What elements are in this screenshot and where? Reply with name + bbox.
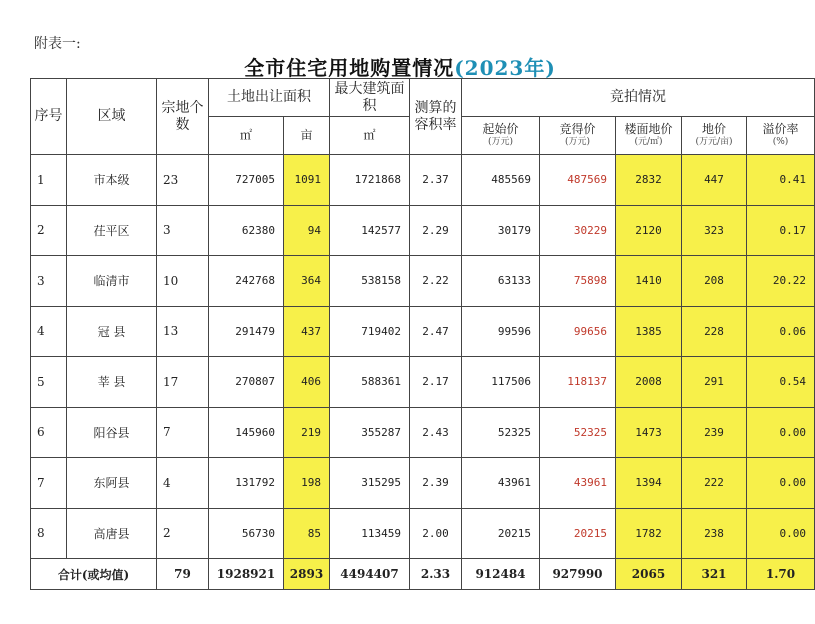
cell-land-price: 238 xyxy=(682,508,747,559)
cell-region: 市本级 xyxy=(67,155,157,206)
cell-floor-price: 1782 xyxy=(616,508,682,559)
cell-region: 东阿县 xyxy=(67,458,157,509)
cell-build-area: 719402 xyxy=(330,306,410,357)
header-land-price: 地价 (万元/亩) xyxy=(682,117,747,155)
cell-land-price: 239 xyxy=(682,407,747,458)
cell-seq: 2 xyxy=(31,205,67,256)
cell-region: 冠 县 xyxy=(67,306,157,357)
cell-area-mu: 219 xyxy=(284,407,330,458)
header-auction: 竞拍情况 xyxy=(462,79,815,117)
total-winning-price: 927990 xyxy=(540,559,616,590)
cell-parcels: 13 xyxy=(157,306,209,357)
cell-start-price: 117506 xyxy=(462,357,540,408)
cell-parcels: 17 xyxy=(157,357,209,408)
cell-area-m2: 131792 xyxy=(209,458,284,509)
table-row xyxy=(31,357,815,408)
title-main: 全市住宅用地购置情况 xyxy=(244,56,455,80)
cell-far: 2.29 xyxy=(410,205,462,256)
cell-premium-rate: 0.00 xyxy=(747,458,815,509)
cell-far: 2.17 xyxy=(410,357,462,408)
cell-floor-price: 2008 xyxy=(616,357,682,408)
header-premium-rate: 溢价率 (%) xyxy=(747,117,815,155)
cell-region: 茌平区 xyxy=(67,205,157,256)
cell-winning-price: 118137 xyxy=(540,357,616,408)
cell-far: 2.47 xyxy=(410,306,462,357)
cell-region: 临清市 xyxy=(67,256,157,307)
cell-parcels: 10 xyxy=(157,256,209,307)
cell-parcels: 7 xyxy=(157,407,209,458)
cell-area-mu: 437 xyxy=(284,306,330,357)
cell-parcels: 3 xyxy=(157,205,209,256)
cell-floor-price: 1385 xyxy=(616,306,682,357)
total-area-mu: 2893 xyxy=(284,559,330,590)
total-start-price: 912484 xyxy=(462,559,540,590)
cell-seq: 7 xyxy=(31,458,67,509)
title-year: (2023年) xyxy=(454,56,556,80)
total-build-area: 4494407 xyxy=(330,559,410,590)
total-floor-price: 2065 xyxy=(616,559,682,590)
cell-area-mu: 1091 xyxy=(284,155,330,206)
cell-winning-price: 20215 xyxy=(540,508,616,559)
cell-seq: 6 xyxy=(31,407,67,458)
cell-start-price: 30179 xyxy=(462,205,540,256)
cell-premium-rate: 20.22 xyxy=(747,256,815,307)
cell-seq: 1 xyxy=(31,155,67,206)
total-area-m2: 1928921 xyxy=(209,559,284,590)
cell-seq: 3 xyxy=(31,256,67,307)
cell-build-area: 355287 xyxy=(330,407,410,458)
cell-region: 莘 县 xyxy=(67,357,157,408)
cell-area-mu: 364 xyxy=(284,256,330,307)
cell-region: 阳谷县 xyxy=(67,407,157,458)
land-purchase-table xyxy=(30,78,815,590)
header-seq: 序号 xyxy=(31,79,67,155)
cell-land-price: 323 xyxy=(682,205,747,256)
table-row xyxy=(31,508,815,559)
cell-winning-price: 43961 xyxy=(540,458,616,509)
cell-build-area: 538158 xyxy=(330,256,410,307)
cell-parcels: 2 xyxy=(157,508,209,559)
appendix-label: 附表一: xyxy=(34,36,81,52)
total-row xyxy=(31,559,815,590)
cell-far: 2.37 xyxy=(410,155,462,206)
total-premium-rate: 1.70 xyxy=(747,559,815,590)
table-row xyxy=(31,306,815,357)
header-max-build-area: 最大建筑面积 xyxy=(330,79,410,117)
cell-area-mu: 85 xyxy=(284,508,330,559)
header-parcels: 宗地个数 xyxy=(157,79,209,155)
header-land-area-m2: ㎡ xyxy=(209,117,284,155)
header-land-area-mu: 亩 xyxy=(284,117,330,155)
cell-winning-price: 75898 xyxy=(540,256,616,307)
total-far: 2.33 xyxy=(410,559,462,590)
cell-area-mu: 94 xyxy=(284,205,330,256)
cell-land-price: 447 xyxy=(682,155,747,206)
cell-floor-price: 2832 xyxy=(616,155,682,206)
cell-area-m2: 242768 xyxy=(209,256,284,307)
cell-area-m2: 727005 xyxy=(209,155,284,206)
header-floor-price: 楼面地价 (元/㎡) xyxy=(616,117,682,155)
cell-far: 2.00 xyxy=(410,508,462,559)
header-winning-price: 竞得价 (万元) xyxy=(540,117,616,155)
cell-premium-rate: 0.00 xyxy=(747,508,815,559)
cell-premium-rate: 0.17 xyxy=(747,205,815,256)
cell-area-m2: 62380 xyxy=(209,205,284,256)
cell-parcels: 23 xyxy=(157,155,209,206)
cell-seq: 4 xyxy=(31,306,67,357)
total-land-price: 321 xyxy=(682,559,747,590)
cell-start-price: 485569 xyxy=(462,155,540,206)
cell-seq: 5 xyxy=(31,357,67,408)
cell-floor-price: 1410 xyxy=(616,256,682,307)
page-title xyxy=(0,52,800,81)
cell-premium-rate: 0.06 xyxy=(747,306,815,357)
cell-area-mu: 198 xyxy=(284,458,330,509)
cell-far: 2.39 xyxy=(410,458,462,509)
cell-far: 2.22 xyxy=(410,256,462,307)
cell-premium-rate: 0.41 xyxy=(747,155,815,206)
cell-winning-price: 99656 xyxy=(540,306,616,357)
table-row xyxy=(31,458,815,509)
cell-area-m2: 270807 xyxy=(209,357,284,408)
cell-winning-price: 52325 xyxy=(540,407,616,458)
total-parcels: 79 xyxy=(157,559,209,590)
cell-start-price: 20215 xyxy=(462,508,540,559)
cell-area-m2: 291479 xyxy=(209,306,284,357)
header-region: 区域 xyxy=(67,79,157,155)
table-row xyxy=(31,407,815,458)
cell-region: 高唐县 xyxy=(67,508,157,559)
cell-winning-price: 30229 xyxy=(540,205,616,256)
table-row xyxy=(31,256,815,307)
cell-floor-price: 1473 xyxy=(616,407,682,458)
cell-floor-price: 1394 xyxy=(616,458,682,509)
cell-land-price: 222 xyxy=(682,458,747,509)
cell-area-m2: 145960 xyxy=(209,407,284,458)
cell-start-price: 52325 xyxy=(462,407,540,458)
table-row xyxy=(31,155,815,206)
cell-winning-price: 487569 xyxy=(540,155,616,206)
header-land-area: 土地出让面积 xyxy=(209,79,330,117)
cell-land-price: 228 xyxy=(682,306,747,357)
header-far: 测算的容积率 xyxy=(410,79,462,155)
cell-far: 2.43 xyxy=(410,407,462,458)
cell-parcels: 4 xyxy=(157,458,209,509)
cell-build-area: 315295 xyxy=(330,458,410,509)
cell-start-price: 99596 xyxy=(462,306,540,357)
cell-build-area: 142577 xyxy=(330,205,410,256)
cell-area-mu: 406 xyxy=(284,357,330,408)
cell-build-area: 588361 xyxy=(330,357,410,408)
cell-premium-rate: 0.00 xyxy=(747,407,815,458)
total-label: 合计(或均值) xyxy=(31,559,157,590)
cell-area-m2: 56730 xyxy=(209,508,284,559)
cell-start-price: 43961 xyxy=(462,458,540,509)
cell-land-price: 208 xyxy=(682,256,747,307)
cell-land-price: 291 xyxy=(682,357,747,408)
header-start-price: 起始价 (万元) xyxy=(462,117,540,155)
table-row xyxy=(31,205,815,256)
cell-premium-rate: 0.54 xyxy=(747,357,815,408)
cell-floor-price: 2120 xyxy=(616,205,682,256)
cell-build-area: 113459 xyxy=(330,508,410,559)
cell-seq: 8 xyxy=(31,508,67,559)
cell-start-price: 63133 xyxy=(462,256,540,307)
header-build-area-m2: ㎡ xyxy=(330,117,410,155)
cell-build-area: 1721868 xyxy=(330,155,410,206)
